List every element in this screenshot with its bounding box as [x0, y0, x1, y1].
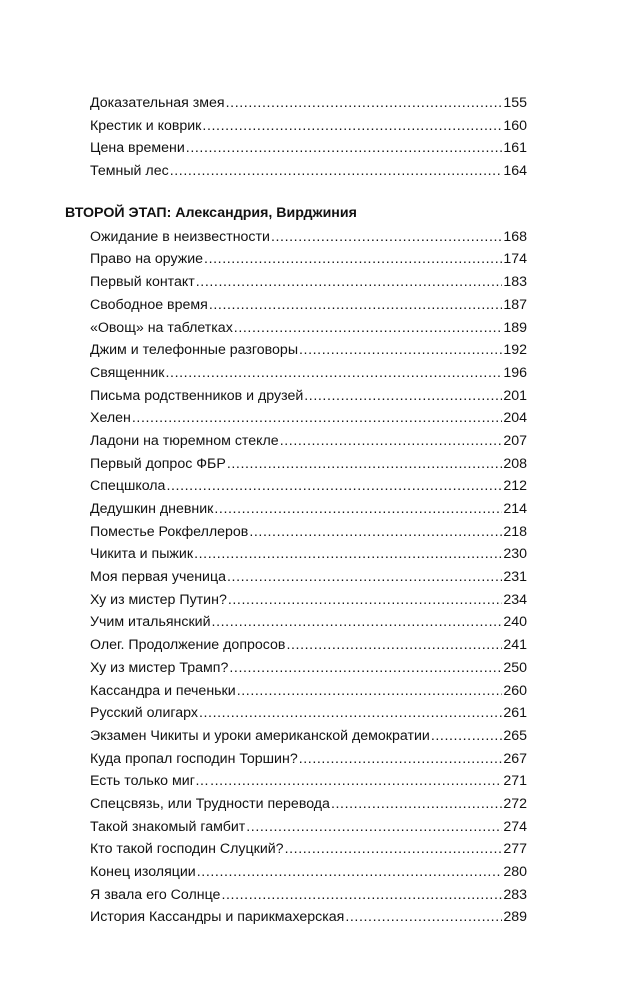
toc-entry [90, 521, 527, 544]
toc-entry-title: Ладони на тюремном стекле [90, 432, 279, 449]
toc-entry [90, 589, 527, 612]
dot-leader [199, 702, 502, 725]
toc-entry-title: Чикита и пыжик [90, 546, 194, 563]
toc-entry [90, 453, 527, 476]
toc-entry [90, 838, 527, 861]
toc-entry [90, 115, 527, 138]
toc-entry-page-number: 189 [503, 319, 527, 336]
toc-entry-title: Ожидание в неизвестности [90, 228, 270, 245]
dot-leader [166, 475, 502, 498]
toc-entry-page-number: 161 [503, 140, 527, 157]
toc-entry-page-number: 187 [503, 296, 527, 313]
toc-entry [90, 92, 527, 115]
toc-entry-page-number: 265 [503, 727, 527, 744]
toc-entry-title: Спецшкола [90, 478, 166, 495]
toc-entry-page-number: 231 [503, 569, 527, 586]
toc-entry [90, 137, 527, 160]
toc-entry [90, 884, 527, 907]
dot-leader [194, 543, 502, 566]
toc-entry-page-number: 271 [503, 773, 527, 790]
toc-entry-title: Первый допрос ФБР [90, 455, 226, 472]
section-entries [0, 226, 619, 929]
toc-entry [90, 770, 527, 793]
dot-leader [204, 248, 502, 271]
toc-entry [90, 816, 527, 839]
toc-entry-page-number: 230 [503, 546, 527, 563]
toc-entry-page-number: 174 [503, 251, 527, 268]
toc-entry [90, 702, 527, 725]
toc-entry-title: Поместье Рокфеллеров [90, 523, 249, 540]
toc-entry-page-number: 289 [503, 909, 527, 926]
toc-entry-page-number: 201 [503, 387, 527, 404]
dot-leader [212, 611, 503, 634]
dot-leader [214, 498, 502, 521]
toc-entry [90, 725, 527, 748]
dot-leader [228, 589, 502, 612]
toc-entry-page-number: 208 [503, 455, 527, 472]
toc-entry [90, 611, 527, 634]
toc-entry [90, 793, 527, 816]
toc-entry-title: Ху из мистер Трамп? [90, 659, 229, 676]
dot-leader [202, 115, 502, 138]
toc-entry-page-number: 204 [503, 410, 527, 427]
toc-entry [90, 226, 527, 249]
dot-leader [286, 634, 502, 657]
toc-entry-title: Учим итальянский [90, 614, 211, 631]
dot-leader [221, 884, 502, 907]
section-spacer [0, 183, 619, 202]
toc-entry [90, 748, 527, 771]
toc-entry-page-number: 214 [503, 501, 527, 517]
toc-entry-title: Ху из мистер Путин? [90, 591, 227, 608]
dot-leader [299, 748, 503, 771]
toc-entry-title: Джим и телефонные разговоры [90, 342, 299, 359]
toc-entry-title: Олег. Продолжение допросов [90, 637, 286, 654]
toc-entry-page-number: 250 [503, 659, 527, 676]
previous-section-entries [0, 92, 619, 183]
toc-entry-page-number: 241 [503, 637, 527, 654]
toc-entry-page-number: 207 [503, 432, 527, 449]
toc-entry [90, 160, 527, 183]
toc-entry-title: Русский олигарх [90, 705, 198, 722]
dot-leader [234, 317, 503, 340]
toc-entry-page-number: 234 [503, 591, 527, 608]
dot-leader [132, 407, 502, 430]
toc-entry-title: Темный лес [90, 163, 169, 180]
dot-leader [246, 816, 502, 839]
toc-entry-page-number: 261 [503, 705, 527, 722]
toc-entry-page-number: 280 [503, 864, 527, 880]
dot-leader [431, 725, 502, 748]
dot-leader [331, 793, 502, 816]
toc-entry-title: Первый контакт [90, 274, 195, 291]
toc-entry-page-number: 267 [503, 750, 527, 767]
toc-entry-title: Спецсвязь, или Трудности перевода [90, 795, 330, 812]
toc-entry-page-number: 155 [503, 95, 527, 111]
toc-entry-title: Право на оружие [90, 251, 204, 268]
toc-entry-title: Есть только миг… [90, 773, 210, 790]
dot-leader [304, 385, 502, 408]
toc-entry-title: Кассандра и печеньки [90, 682, 236, 699]
toc-entry-title: Священник [90, 364, 165, 381]
toc-entry-page-number: 260 [503, 682, 527, 699]
toc-entry-page-number: 283 [503, 886, 527, 903]
toc-entry [90, 906, 527, 929]
toc-entry-title: Дедушкин дневник [90, 501, 214, 517]
dot-leader [345, 906, 502, 929]
dot-leader [196, 271, 503, 294]
toc-entry-title: История Кассандры и парикмахерская [90, 909, 345, 926]
toc-entry [90, 248, 527, 271]
toc-entry [90, 543, 527, 566]
dot-leader [170, 160, 503, 183]
toc-entry [90, 634, 527, 657]
toc-entry-page-number: 160 [503, 117, 527, 134]
toc-entry-page-number: 277 [503, 841, 527, 858]
toc-entry-page-number: 168 [503, 228, 527, 245]
dot-leader [197, 861, 503, 884]
toc-entry [90, 385, 527, 408]
toc-entry-title: Хелен [90, 410, 131, 427]
toc-entry-title: Такой знакомый гамбит [90, 818, 246, 835]
toc-entry-page-number: 192 [503, 342, 527, 359]
dot-leader [186, 137, 503, 160]
toc-entry [90, 680, 527, 703]
toc-entry-title: Кто такой господин Слуцкий? [90, 841, 284, 858]
toc-entry-title: Моя первая ученица [90, 569, 227, 586]
dot-leader [280, 430, 503, 453]
toc-entry [90, 475, 527, 498]
dot-leader [285, 838, 503, 861]
toc-entry-title: Свободное время [90, 296, 208, 313]
toc-entry-title: Я звала его Солнце [90, 886, 221, 903]
toc-entry-title: Экзамен Чикиты и уроки американской демократии [90, 727, 430, 744]
dot-leader [249, 521, 502, 544]
table-of-contents [0, 92, 619, 929]
toc-entry-title: Цена времени [90, 140, 185, 157]
toc-entry-page-number: 164 [503, 163, 527, 180]
toc-entry-title: Куда пропал господин Торшин? [90, 750, 298, 767]
dot-leader [237, 680, 503, 703]
toc-entry-page-number: 196 [503, 364, 527, 381]
toc-entry-title: Письма родственников и друзей [90, 387, 304, 404]
dot-leader [210, 770, 502, 793]
dot-leader [299, 339, 502, 362]
toc-entry [90, 430, 527, 453]
toc-entry [90, 362, 527, 385]
dot-leader [209, 294, 503, 317]
section-title: ВТОРОЙ ЭТАП: Александрия, Вирджиния [65, 204, 357, 221]
dot-leader [271, 226, 502, 249]
toc-entry [90, 317, 527, 340]
dot-leader [227, 453, 503, 476]
toc-entry-page-number: 272 [503, 795, 527, 812]
dot-leader [227, 566, 502, 589]
toc-entry [90, 498, 527, 521]
dot-leader [229, 657, 502, 680]
toc-entry [90, 407, 527, 430]
toc-entry-page-number: 240 [503, 614, 527, 631]
toc-entry [90, 566, 527, 589]
toc-entry [90, 271, 527, 294]
dot-leader [166, 362, 503, 385]
toc-entry-page-number: 212 [503, 478, 527, 495]
toc-entry-page-number: 218 [503, 523, 527, 540]
toc-entry-page-number: 274 [503, 818, 527, 835]
toc-entry [90, 339, 527, 362]
toc-entry-title: «Овощ» на таблетках [90, 319, 233, 336]
dot-leader [226, 92, 503, 115]
toc-entry [90, 294, 527, 317]
toc-entry-title: Доказательная змея [90, 95, 225, 111]
toc-entry-title: Конец изоляции [90, 864, 196, 880]
toc-entry-page-number: 183 [503, 274, 527, 291]
toc-entry [90, 861, 527, 884]
toc-entry [90, 657, 527, 680]
toc-entry-title: Крестик и коврик [90, 117, 202, 134]
